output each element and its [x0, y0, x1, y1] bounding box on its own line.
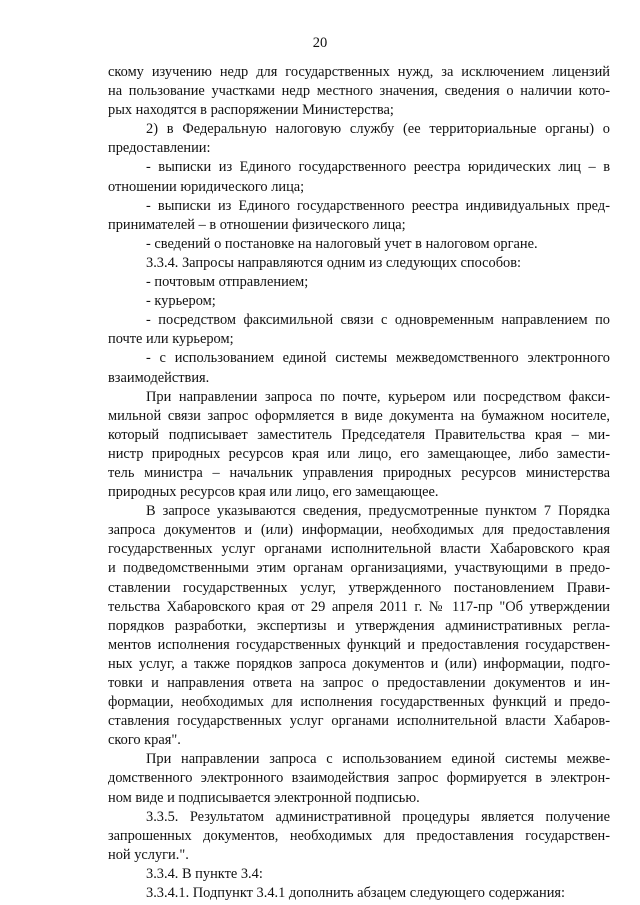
text-line: 3.3.5. Результатом административной процедуры является получение — [146, 808, 610, 825]
text-line: взаимодействия. — [108, 369, 210, 386]
text-line: нистр природных ресурсов края или лицо, его замещающее, либо замести- — [108, 445, 610, 462]
text-line: товки и направления ответа на запрос о предоставлении документов и ин- — [108, 675, 610, 691]
text-line: 3.3.4. В пункте 3.4: — [146, 865, 263, 882]
text-line: предоставлении: — [108, 140, 211, 157]
text-line: на пользование участками недр местного значения, сведения о наличии кото- — [108, 83, 610, 100]
text-line: ном виде и подписывается электронной подписью. — [108, 789, 420, 806]
text-line: ной услуги.". — [108, 846, 189, 863]
page-number: 20 — [312, 35, 328, 51]
document-body — [108, 63, 610, 903]
text-line: скому изучению недр для государственных нужд, за исключением лицензий — [108, 64, 610, 80]
text-line: ставлении государственных услуг, утвержденного постановлением Прави- — [108, 579, 610, 596]
text-line: принимателей – в отношении физического лица; — [108, 216, 406, 233]
text-line: - выписки из Единого государственного реестра индивидуальных пред- — [146, 197, 610, 214]
text-line: порядков разработки, экспертизы и утверждения административных регла- — [108, 617, 610, 634]
text-line: ных услуг, а также порядков запроса документов и (или) информации, подго- — [108, 655, 610, 672]
text-line: почте или курьером; — [108, 331, 234, 348]
text-line: запроса документов и (или) информации, необходимых для предоставления — [108, 522, 610, 539]
text-line: природных ресурсов края или лицо, его замещающее. — [108, 484, 439, 501]
text-line: - сведений о постановке на налоговый учет в налоговом органе. — [146, 235, 538, 252]
text-line: - курьером; — [146, 293, 216, 310]
text-line: ментов исполнения государственных функций и предоставления государствен- — [108, 636, 610, 653]
text-line: При направлении запроса с использованием единой системы межве- — [146, 751, 610, 768]
text-line: В запросе указываются сведения, предусмотренные пунктом 7 Порядка — [146, 503, 610, 520]
text-line: 3.3.4. Запросы направляются одним из следующих способов: — [146, 254, 522, 271]
text-line: домственного электронного взаимодействия запрос формируется в электрон- — [108, 770, 610, 787]
text-line: ставления государственных услуг органами исполнительной власти Хабаров- — [108, 713, 610, 730]
text-line: мильной связи запрос оформляется в виде документа на бумажном носителе, — [108, 407, 610, 424]
text-line: запрошенных документов, необходимых для предоставления государствен- — [108, 827, 610, 844]
text-line: государственных услуг органами исполнительной власти Хабаровского края — [108, 541, 610, 558]
text-line: - посредством факсимильной связи с одновременным направлением по — [146, 312, 610, 329]
text-line: При направлении запроса по почте, курьером или посредством факси- — [146, 388, 610, 405]
text-line: отношении юридического лица; — [108, 178, 305, 195]
text-line: 3.3.4.1. Подпункт 3.4.1 дополнить абзацем следующего содержания: — [146, 885, 566, 902]
text-line: 2) в Федеральную налоговую службу (ее территориальные органы) о — [146, 121, 610, 138]
text-line: - выписки из Единого государственного реестра юридических лиц – в — [146, 159, 610, 176]
text-line: и подведомственными этим органам организациями, участвующими в предо- — [108, 560, 610, 577]
text-line: который подписывает заместитель Председателя Правительства края – ми- — [108, 426, 610, 443]
text-line: формации, необходимых для исполнения государственных функций и предо- — [108, 694, 610, 711]
text-line: тельства Хабаровского края от 29 апреля 2011 г. № 117-пр "Об утверждении — [108, 598, 610, 615]
text-line: тель министра – начальник управления природных ресурсов министерства — [108, 464, 610, 481]
text-line: рых находятся в распоряжении Министерства; — [108, 102, 394, 119]
text-line: - с использованием единой системы межведомственного электронного — [146, 350, 610, 367]
text-line: ского края". — [108, 732, 181, 749]
text-line: - почтовым отправлением; — [146, 274, 309, 291]
